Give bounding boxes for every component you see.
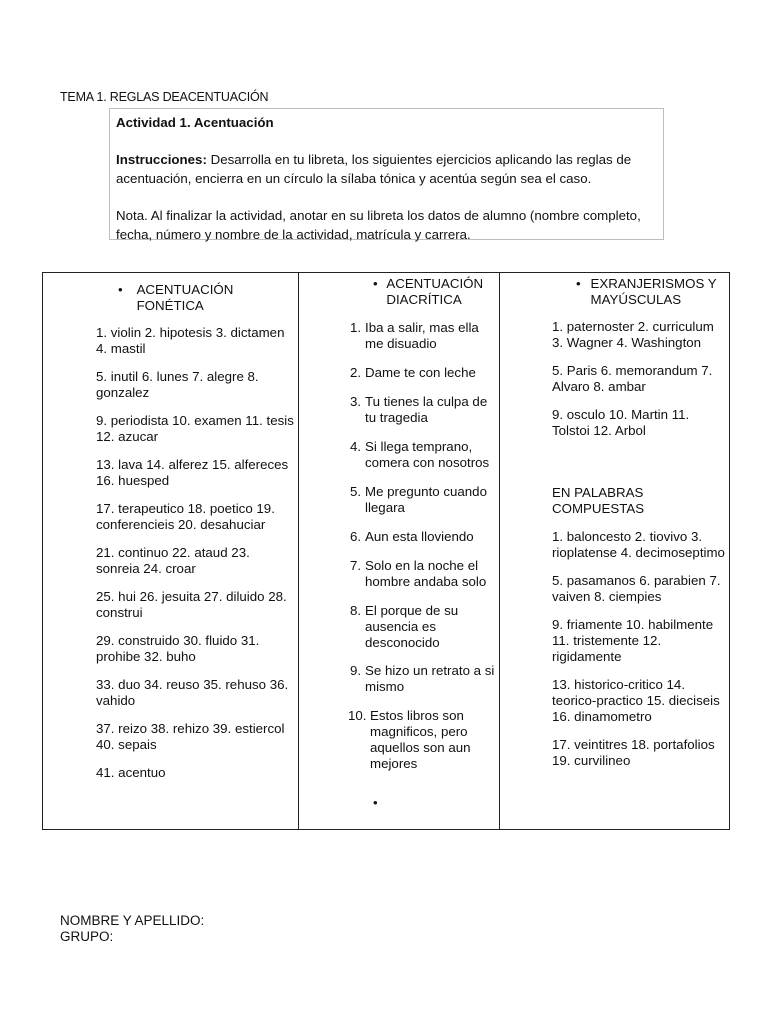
group-field-label: GRUPO: [60, 929, 114, 944]
column-heading [576, 276, 736, 308]
diacritica-list [350, 320, 496, 785]
compound-list [552, 529, 728, 781]
list-item: 13. historico-critico 14. teorico-practico 15. dieciseis 16. dinamometro [552, 677, 720, 724]
column-fonetica [43, 273, 299, 829]
list-item: 21. continuo 22. ataud 23. sonreia 24. croar [96, 545, 250, 576]
list-item: 5. inutil 6. lunes 7. alegre 8. gonzalez [96, 369, 259, 400]
column-diacritica [299, 273, 500, 829]
list-item: 7. Solo en la noche el hombre andaba solo [350, 558, 487, 589]
list-item: 1. baloncesto 2. tiovivo 3. rioplatense 4. decimoseptimo [552, 529, 725, 560]
list-item: 13. lava 14. alferez 15. alfereces 16. huesped [96, 457, 289, 488]
list-item: 2. Dame te con leche [350, 365, 476, 380]
list-item: 4. Si llega temprano, comera con nosotros [350, 439, 490, 470]
compound-heading: EN PALABRAS COMPUESTAS [552, 485, 645, 516]
column-heading [373, 276, 493, 308]
page-heading: TEMA 1. REGLAS DEACENTUACIÓN [60, 90, 269, 104]
list-item: 5. Me pregunto cuando llegara [350, 484, 487, 515]
extranjerismos-list [552, 319, 728, 451]
instructions [116, 150, 656, 188]
list-item: 6. Aun esta lloviendo [350, 529, 474, 544]
name-field-label: NOMBRE Y APELLIDO: [60, 913, 205, 928]
list-item: 10. Estos libros son magnificos, pero aquellos son aun mejores [348, 708, 471, 771]
list-item: 33. duo 34. reuso 35. rehuso 36. vahido [96, 677, 289, 708]
list-item: 37. reizo 38. rehizo 39. estiercol 40. sepais [96, 721, 285, 752]
list-item: 25. hui 26. jesuita 27. diluido 28. construi [96, 589, 287, 620]
heading-diacritica: ACENTUACIÓN DIACRÍTICA [386, 276, 484, 307]
list-item: 9. osculo 10. Martin 11. Tolstoi 12. Arbol [552, 407, 690, 438]
fonetica-list [96, 325, 296, 793]
column-extranjerismos [500, 273, 729, 829]
bullet-icon: • [118, 282, 123, 297]
list-item: 3. Tu tienes la culpa de tu tragedia [350, 394, 488, 425]
activity-note: Nota. Al finalizar la actividad, anotar en su libreta los datos de alumno (nombre completo, fecha, número y nombre de la actividad, matrícula y carrera. [116, 208, 641, 242]
column-heading [118, 282, 278, 314]
instructions-text: Desarrolla en tu libreta, los siguientes ejercicios aplicando las reglas de acentuación, encierra en un círculo la sílaba tónica y acentúa según sea el caso. [116, 152, 632, 186]
list-item: 5. pasamanos 6. parabien 7. vaiven 8. ciempies [552, 573, 721, 604]
list-item: 17. veintitres 18. portafolios 19. curvilineo [552, 737, 715, 768]
list-item: 9. friamente 10. habilmente 11. tristemente 12. rigidamente [552, 617, 714, 664]
list-item: 9. Se hizo un retrato a si mismo [350, 663, 495, 694]
list-item: 41. acentuo [96, 765, 166, 780]
list-item: 1. Iba a salir, mas ella me disuadio [350, 320, 479, 351]
bullet-icon: • [373, 795, 378, 810]
list-item: 17. terapeutico 18. poetico 19. conferencieis 20. desahuciar [96, 501, 275, 532]
instructions-label: Instrucciones: [116, 152, 207, 167]
exercise-table [42, 272, 730, 830]
activity-box [109, 108, 664, 240]
bullet-icon: • [576, 276, 581, 291]
activity-title: Actividad 1. Acentuación [116, 115, 274, 130]
list-item: 29. construido 30. fluido 31. prohibe 32. buho [96, 633, 260, 664]
list-item: 1. violin 2. hipotesis 3. dictamen 4. mastil [96, 325, 285, 356]
list-item: 1. paternoster 2. curriculum 3. Wagner 4. Washington [552, 319, 714, 350]
heading-fonetica: ACENTUACIÓN FONÉTICA [136, 282, 234, 313]
list-item: 9. periodista 10. examen 11. tesis 12. azucar [96, 413, 294, 444]
list-item: 8. El porque de su ausencia es desconocido [350, 603, 459, 650]
heading-extranjerismos: EXRANJERISMOS Y MAYÚSCULAS [590, 276, 717, 307]
bullet-icon: • [373, 276, 378, 291]
list-item: 5. Paris 6. memorandum 7. Alvaro 8. ambar [552, 363, 713, 394]
